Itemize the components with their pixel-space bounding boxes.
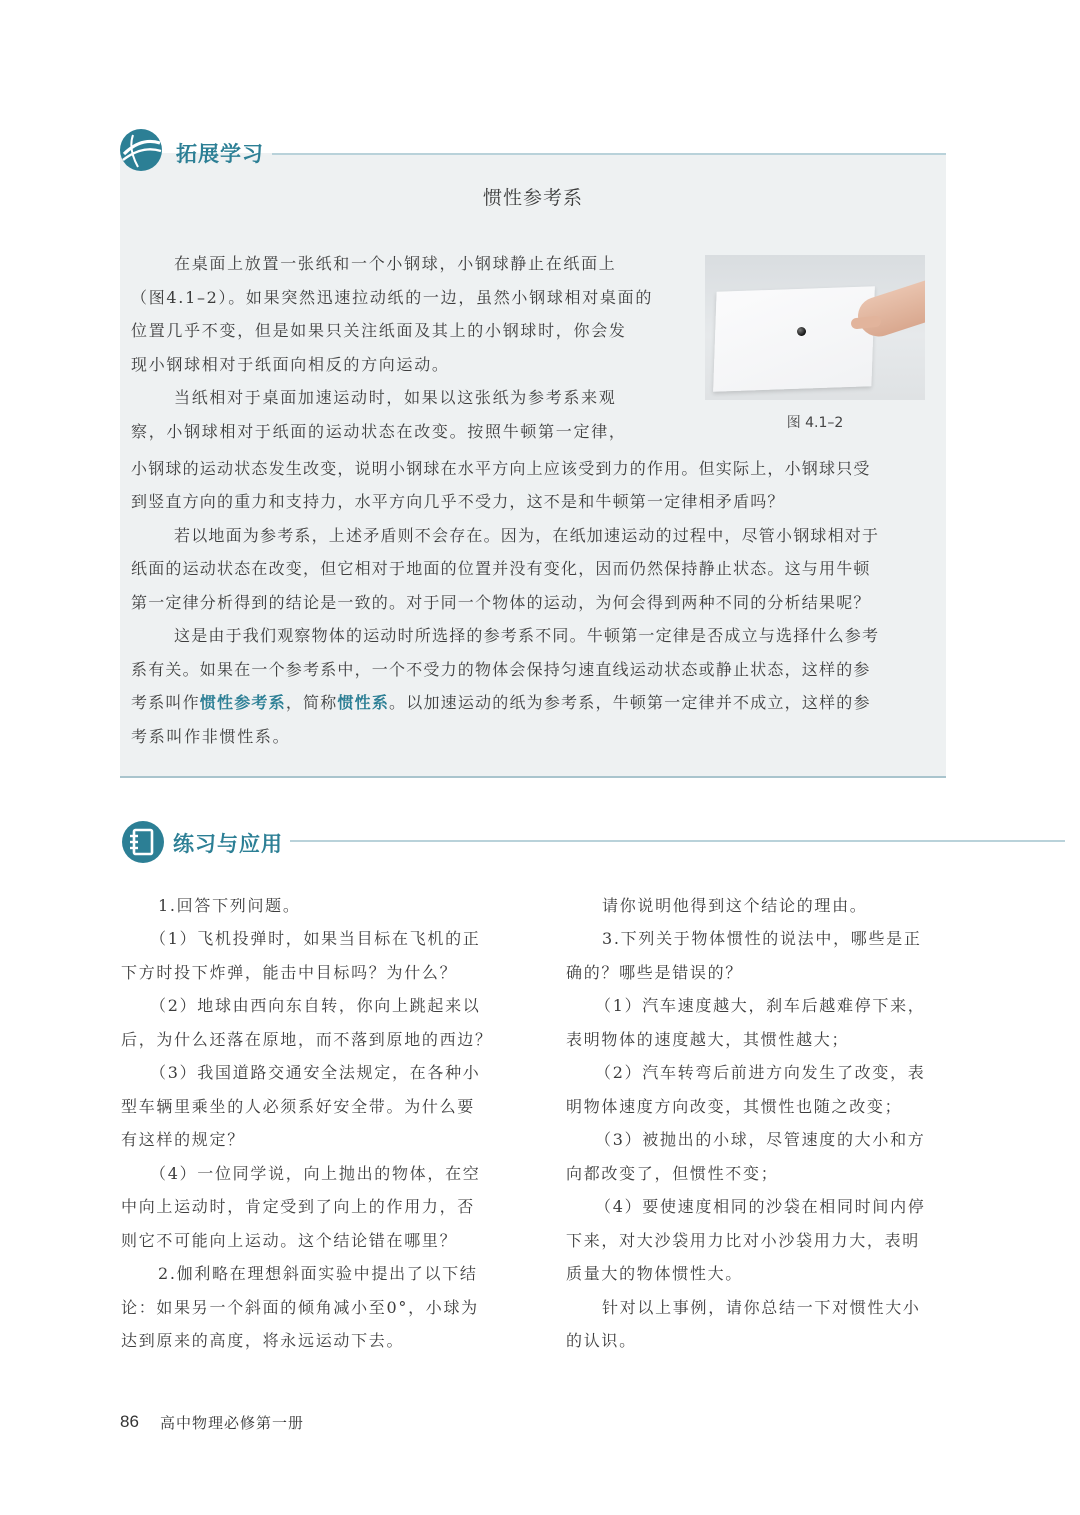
exercise-line: （1）飞机投弹时，如果当目标在飞机的正: [150, 929, 481, 948]
page-number: 86: [120, 1412, 139, 1431]
section-rule: [272, 153, 946, 155]
text-line: 察，小钢球相对于纸面的运动状态在改变。按照牛顿第一定律，: [131, 422, 627, 441]
exercise-line: 请你说明他得到这个结论的理由。: [602, 896, 868, 915]
exercise-line: 明物体速度方向改变，其惯性也随之改变；: [566, 1097, 903, 1116]
paper-sheet: [713, 286, 875, 391]
text-line: 在桌面上放置一张纸和一个小钢球，小钢球静止在纸面上: [174, 254, 617, 273]
section-title-extended-study: 拓展学习: [176, 142, 264, 166]
exercise-line: 则它不可能向上运动。这个结论错在哪里？: [121, 1231, 458, 1250]
figure-photo-paper-and-ball: [705, 255, 925, 400]
section-rule: [290, 840, 1065, 842]
exercise-line: 型车辆里乘坐的人必须系好安全带。为什么要: [121, 1097, 476, 1116]
exercise-line: 后，为什么还落在原地，而不落到原地的西边？: [121, 1030, 493, 1049]
exercise-line: 论：如果另一个斜面的倾角减小至0°，小球为: [121, 1298, 479, 1317]
text-line: 第一定律分析得到的结论是一致的。对于同一个物体的运动，为何会得到两种不同的分析结果呢？: [131, 593, 871, 612]
notebook-icon: [120, 819, 166, 865]
exercise-line: 下方时投下炸弹，能击中目标吗？为什么？: [121, 963, 458, 982]
exercise-line: 质量大的物体惯性大。: [566, 1264, 744, 1283]
exercise-line: 1.回答下列问题。: [158, 896, 301, 915]
text-line: 位置几乎不变，但是如果只关注纸面及其上的小钢球时，你会发: [131, 321, 627, 340]
text-line: 小钢球的运动状态发生改变，说明小钢球在水平方向上应该受到力的作用。但实际上，小钢球只受: [131, 459, 871, 478]
exercise-line: （2）汽车转弯后前进方向发生了改变，表: [595, 1063, 926, 1082]
text-line: 系有关。如果在一个参考系中，一个不受力的物体会保持匀速直线运动状态或静止状态，这样的参: [131, 660, 871, 679]
exercise-line: 中向上运动时，肯定受到了向上的作用力，否: [121, 1197, 476, 1216]
section-bottom-rule: [120, 776, 946, 778]
text-line: （图4.1–2）。如果突然迅速拉动纸的一边，虽然小钢球相对桌面的: [131, 288, 654, 307]
exercise-line: 有这样的规定？: [121, 1130, 245, 1149]
exercise-line: 达到原来的高度，将永远运动下去。: [121, 1331, 405, 1350]
text-line: 现小钢球相对于纸面向相反的方向运动。: [131, 355, 450, 374]
exercise-line: （4）要使速度相同的沙袋在相同时间内停: [595, 1197, 926, 1216]
exercise-line: 下来，对大沙袋用力比对小沙袋用力大，表明: [566, 1231, 921, 1250]
text-segment: ，简称: [285, 693, 338, 712]
exercise-line: （2）地球由西向东自转，你向上跳起来以: [150, 996, 481, 1015]
exercise-line: 针对以上事例，请你总结一下对惯性大小: [602, 1298, 921, 1317]
exercise-line: （1）汽车速度越大，刹车后越难停下来，: [595, 996, 926, 1015]
globe-icon: [118, 127, 164, 173]
term-inertial-frame: 惯性参考系: [199, 693, 286, 712]
text-line: 这是由于我们观察物体的运动时所选择的参考系不同。牛顿第一定律是否成立与选择什么参考: [174, 626, 880, 645]
exercise-line: 3.下列关于物体惯性的说法中，哪些是正: [602, 929, 922, 948]
exercise-line: （3）我国道路交通安全法规定，在各种小: [150, 1063, 481, 1082]
text-line: 纸面的运动状态在改变，但它相对于地面的位置并没有变化，因而仍然保持静止状态。这与用牛顿: [131, 559, 871, 578]
exercise-line: 向都改变了，但惯性不变；: [566, 1164, 779, 1183]
exercise-line: 表明物体的速度越大，其惯性越大；: [566, 1030, 850, 1049]
text-line-with-terms: [131, 691, 871, 715]
exercise-line: （3）被抛出的小球，尽管速度的大小和方: [595, 1130, 926, 1149]
section-title-exercise: 练习与应用: [173, 832, 283, 856]
exercise-line: 2.伽利略在理想斜面实验中提出了以下结: [158, 1264, 478, 1283]
extended-study-heading: 惯性参考系: [482, 187, 583, 209]
exercise-line: （4）一位同学说，向上抛出的物体，在空: [150, 1164, 481, 1183]
figure-caption: 图 4.1–2: [786, 415, 844, 431]
text-segment: 。以加速运动的纸为参考系，牛顿第一定律并不成立，这样的参: [389, 693, 871, 712]
text-line: 考系叫作非惯性系。: [131, 727, 291, 746]
exercise-line: 的认识。: [566, 1331, 637, 1350]
text-line: 当纸相对于桌面加速运动时，如果以这张纸为参考系来观: [174, 388, 617, 407]
book-title: 高中物理必修第一册: [160, 1414, 305, 1432]
text-line: 若以地面为参考系，上述矛盾则不会存在。因为，在纸加速运动的过程中，尽管小钢球相对于: [174, 526, 880, 545]
steel-ball: [797, 327, 806, 336]
text-line: 到竖直方向的重力和支持力，水平方向几乎不受力，这不是和牛顿第一定律相矛盾吗？: [131, 492, 785, 511]
term-inertial-system: 惯性系: [337, 693, 390, 712]
text-segment: 考系叫作: [131, 693, 200, 712]
exercise-line: 确的？哪些是错误的？: [566, 963, 744, 982]
